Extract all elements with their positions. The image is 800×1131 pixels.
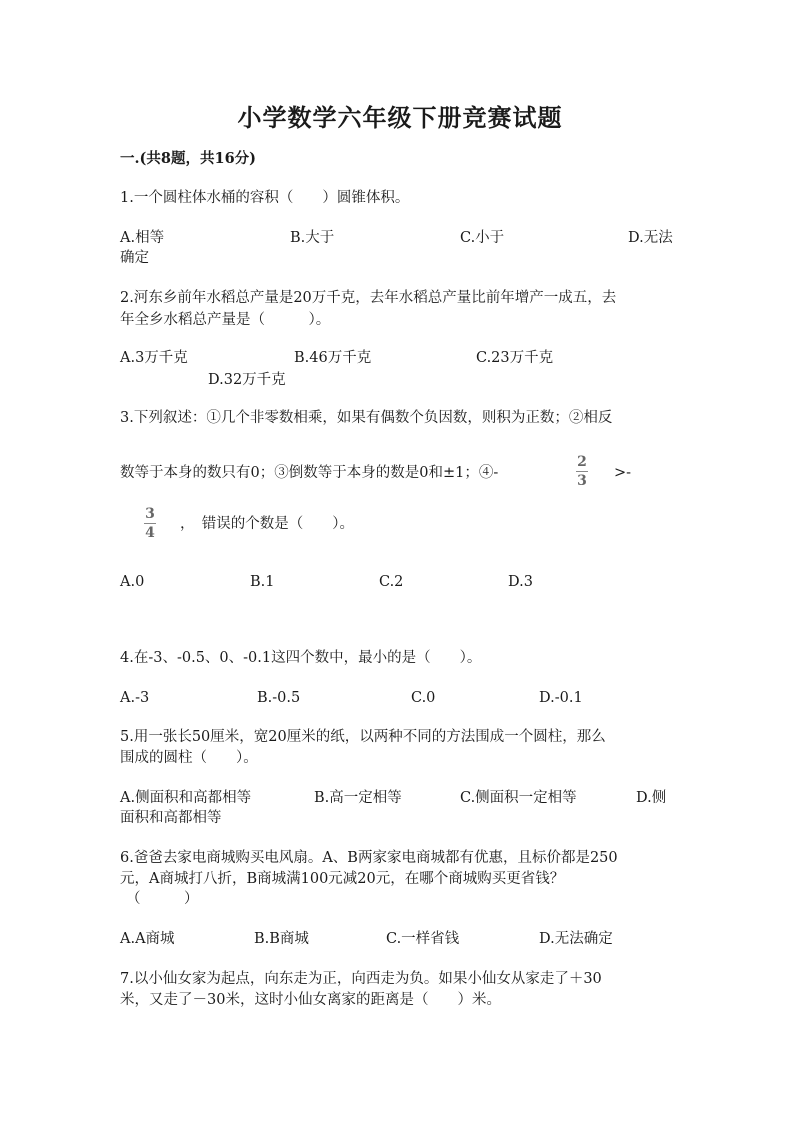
q3-option-c: C.2 bbox=[379, 574, 404, 590]
page-title: 小学数学六年级下册竞赛试题 bbox=[237, 103, 563, 132]
q6-stem-line2: 元，A商城打八折，B商城满100元减20元，在哪个商城购买更省钱？ bbox=[120, 871, 565, 887]
q6-option-b: B.B商城 bbox=[254, 931, 309, 947]
q2-option-d: D.32万千克 bbox=[208, 372, 286, 388]
q4-option-c: C.0 bbox=[411, 690, 436, 706]
q4-option-b: B.-0.5 bbox=[257, 690, 301, 706]
fraction-bar bbox=[144, 523, 156, 524]
q3-stem-line3: ， 错误的个数是（ ）。 bbox=[180, 516, 354, 532]
q3-frac1-numerator: 2 bbox=[577, 454, 587, 470]
q5-stem-line1: 5.用一张长50厘米，宽20厘米的纸，以两种不同的方法围成一个圆柱，那么 bbox=[120, 729, 606, 745]
q3-stem-line1: 3.下列叙述：①几个非零数相乘，如果有偶数个负因数，则积为正数；②相反 bbox=[120, 410, 613, 426]
q3-comparison: >- bbox=[614, 465, 632, 481]
q6-stem-line1: 6.爸爸去家电商城购买电风扇。A、B两家家电商城都有优惠，且标价都是250 bbox=[120, 850, 618, 866]
q2-stem-line2: 年全乡水稻总产量是（ ）。 bbox=[120, 312, 331, 328]
q1-option-d: D.无法 bbox=[628, 230, 673, 246]
section-heading: 一.(共8题，共16分) bbox=[120, 150, 257, 167]
q1-stem: 1.一个圆柱体水桶的容积（ ）圆锥体积。 bbox=[120, 190, 410, 206]
q1-option-a: A.相等 bbox=[120, 230, 165, 246]
q6-option-c: C.一样省钱 bbox=[386, 931, 460, 947]
q5-option-c: C.侧面积一定相等 bbox=[460, 790, 577, 806]
q7-stem-line1: 7.以小仙女家为起点，向东走为正，向西走为负。如果小仙女从家走了＋30 bbox=[120, 971, 602, 987]
q2-option-b: B.46万千克 bbox=[294, 350, 372, 366]
q3-option-d: D.3 bbox=[508, 574, 533, 590]
q2-option-a: A.3万千克 bbox=[120, 350, 188, 366]
q3-fraction-2-3 bbox=[576, 454, 588, 489]
q6-option-d: D.无法确定 bbox=[539, 931, 613, 947]
q1-option-c: C.小于 bbox=[460, 230, 505, 246]
q2-option-c: C.23万千克 bbox=[476, 350, 554, 366]
fraction-bar bbox=[576, 471, 588, 472]
q3-stem-line2: 数等于本身的数只有0；③倒数等于本身的数是0和±1；④- bbox=[120, 465, 499, 481]
q7-stem-line2: 米，又走了－30米，这时小仙女离家的距离是（ ）米。 bbox=[120, 992, 501, 1008]
q4-option-a: A.-3 bbox=[120, 690, 150, 706]
q6-option-a: A.A商城 bbox=[120, 931, 175, 947]
q3-option-a: A.0 bbox=[120, 574, 145, 590]
q1-option-d-wrap: 确定 bbox=[120, 250, 149, 266]
q1-option-b: B.大于 bbox=[290, 230, 335, 246]
q5-option-b: B.高一定相等 bbox=[314, 790, 402, 806]
q3-fraction-3-4 bbox=[144, 506, 156, 541]
q2-stem-line1: 2.河东乡前年水稻总产量是20万千克，去年水稻总产量比前年增产一成五，去 bbox=[120, 290, 617, 306]
q5-option-d: D.侧 bbox=[636, 790, 667, 806]
q5-option-a: A.侧面积和高都相等 bbox=[120, 790, 252, 806]
q5-stem-line2: 围成的圆柱（ ）。 bbox=[120, 750, 258, 766]
q3-frac2-denominator: 4 bbox=[145, 525, 155, 541]
q4-stem: 4.在-3、-0.5、0、-0.1这四个数中，最小的是（ ）。 bbox=[120, 650, 482, 666]
q3-frac2-numerator: 3 bbox=[145, 506, 155, 522]
q6-stem-line3: （ ） bbox=[126, 891, 199, 907]
q3-option-b: B.1 bbox=[250, 574, 275, 590]
q5-option-d-wrap: 面积和高都相等 bbox=[120, 810, 222, 826]
q3-frac1-denominator: 3 bbox=[577, 473, 587, 489]
q4-option-d: D.-0.1 bbox=[539, 690, 583, 706]
